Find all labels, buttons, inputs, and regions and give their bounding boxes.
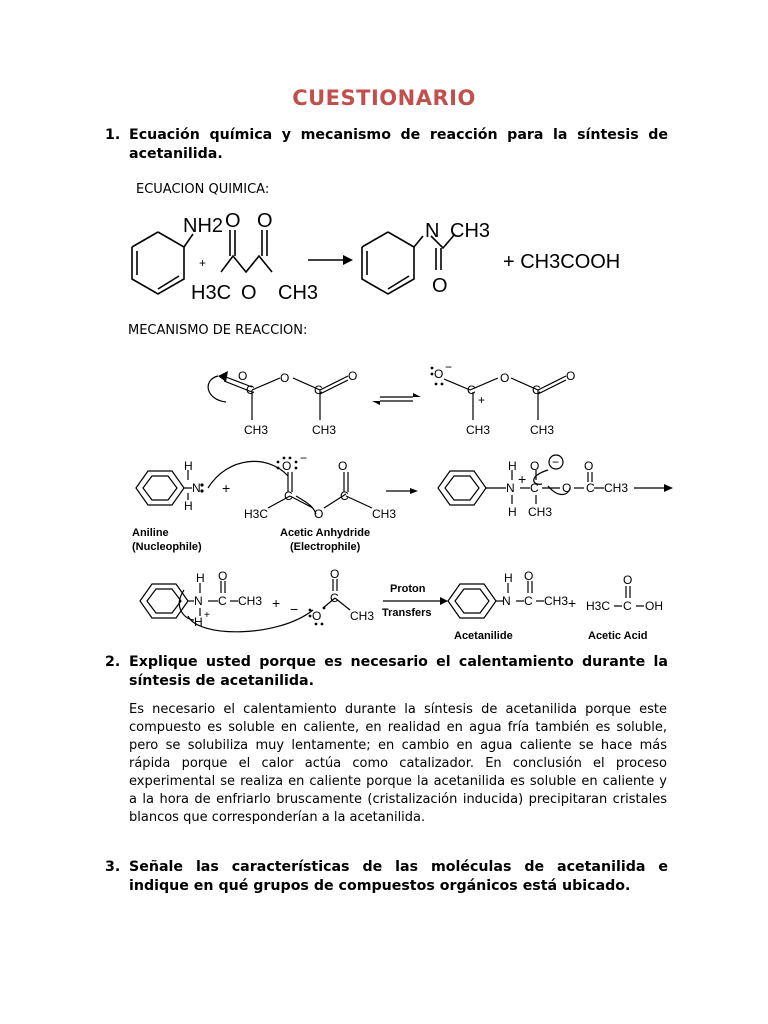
- carbon-label: C: [530, 481, 539, 495]
- oxygen-label: O: [566, 369, 576, 383]
- carbon-label: C: [340, 489, 349, 503]
- ch3-label: CH3: [372, 507, 397, 521]
- carbon-label: C: [246, 383, 255, 397]
- h3c-label: H3C: [244, 507, 269, 521]
- ch3-label: CH3: [604, 481, 629, 495]
- oxygen-label: O: [623, 573, 633, 587]
- ch3-label: CH3: [544, 594, 569, 608]
- ch3-label: CH3: [278, 282, 319, 304]
- oxygen-label: O: [434, 367, 444, 381]
- hydrogen-label: H: [184, 459, 193, 473]
- hydrogen-label: H: [504, 571, 513, 585]
- ch3-label: CH3: [238, 594, 263, 608]
- nitrogen-label: N: [192, 481, 201, 495]
- acetic-acid-label: Acetic Acid: [588, 630, 648, 642]
- carbon-label: C: [467, 383, 476, 397]
- question-2: [105, 653, 668, 691]
- aniline-label: Aniline: [132, 527, 169, 539]
- hydrogen-label: H: [194, 615, 203, 629]
- nitrogen-label: N: [194, 594, 203, 608]
- ch3-label: CH3: [312, 423, 337, 437]
- carbon-label: C: [532, 383, 541, 397]
- equation-label: ECUACION QUIMICA:: [136, 182, 270, 197]
- plus-sign: +: [222, 480, 231, 496]
- ch3-label: CH3: [244, 423, 269, 437]
- acetic-acid-product: + CH3COOH: [503, 251, 621, 273]
- hydrogen-label: H: [184, 499, 193, 513]
- oxygen-label: O: [225, 210, 241, 232]
- oxygen-label: O: [524, 569, 534, 583]
- mechanism-label: MECANISMO DE REACCION:: [128, 323, 308, 338]
- proton-label: Proton: [390, 583, 426, 595]
- ch3-label: CH3: [466, 423, 491, 437]
- nh2-label: NH2: [183, 215, 224, 237]
- transfers-label: Transfers: [382, 607, 432, 619]
- minus-charge: −: [290, 601, 299, 617]
- h3c-label: H3C: [191, 282, 232, 304]
- plus-charge: +: [478, 393, 486, 407]
- plus-charge: +: [518, 471, 527, 487]
- carbon-label: C: [586, 481, 595, 495]
- oxygen-label: O: [280, 371, 290, 385]
- nucleophile-label: (Nucleophile): [132, 541, 202, 553]
- carbon-label: C: [524, 594, 533, 608]
- question-number: 2.: [105, 654, 121, 670]
- minus-charge: −: [300, 451, 308, 465]
- plus-charge: +: [204, 610, 210, 621]
- minus-charge: −: [552, 455, 560, 469]
- acetanilide-label: Acetanilide: [454, 630, 513, 642]
- hydrogen-label: H: [508, 505, 517, 519]
- carbon-label: C: [218, 594, 227, 608]
- carbon-label: C: [314, 383, 323, 397]
- answer-paragraph: Es necesario el calentamiento durante la síntesis de acetanilida porque este compuesto es soluble en caliente, en realidad en agua fría también es soluble, pero se solubiliza muy lentamente; en cambio en agua caliente se hace más rápida porque el calor actúa como catalizador. En conclusión el proceso experimental se realiza en caliente porque la acetanilida es soluble en caliente y a la hora de enfriarlo bruscamente (cristalización inducida) precipitaran cristales blancos que corresponderían a la acetanilida.: [129, 702, 667, 825]
- oxygen-label: O: [218, 569, 228, 583]
- plus-sign: +: [199, 256, 207, 270]
- plus-sign: +: [272, 595, 281, 611]
- hydroxyl-label: OH: [645, 599, 663, 613]
- oxygen-label: O: [584, 459, 594, 473]
- oxygen-label: O: [432, 275, 448, 297]
- oxygen-label: O: [500, 371, 510, 385]
- question-text: Explique usted porque es necesario el calentamiento durante la síntesis de acetanilida.: [129, 654, 668, 689]
- carbon-label: C: [330, 591, 339, 605]
- oxygen-label: O: [314, 507, 324, 521]
- ch3-label: CH3: [530, 423, 555, 437]
- ch3-label: CH3: [350, 609, 375, 623]
- minus-charge: −: [445, 360, 453, 374]
- question-text: Señale las características de las moléculas de acetanilida e indique en qué grupos de compuestos orgánicos está ubicado.: [129, 859, 668, 894]
- question-number: 3.: [105, 859, 121, 875]
- reaction-mechanism-figure: [128, 358, 673, 648]
- hydrogen-label: H: [196, 571, 205, 585]
- oxygen-label: O: [330, 567, 340, 581]
- chemical-equation-figure: [125, 210, 621, 312]
- oxygen-label: O: [241, 282, 257, 304]
- hydrogen-label: H: [508, 459, 517, 473]
- oxygen-label: O: [257, 210, 273, 232]
- oxygen-label: O: [562, 481, 572, 495]
- oxygen-label: O: [282, 459, 292, 473]
- nitrogen-label: N: [506, 481, 515, 495]
- electrophile-label: (Electrophile): [290, 541, 361, 553]
- question-text: Ecuación química y mecanismo de reacción para la síntesis de acetanilida.: [129, 127, 668, 162]
- oxygen-label: O: [312, 609, 322, 623]
- h3c-label: H3C: [586, 599, 611, 613]
- anhydride-label: Acetic Anhydride: [280, 527, 371, 539]
- carbon-label: C: [623, 599, 632, 613]
- question-number: 1.: [105, 127, 121, 143]
- nitrogen-label: N: [425, 220, 440, 242]
- document-title: CUESTIONARIO: [292, 86, 476, 110]
- oxygen-label: O: [348, 369, 358, 383]
- oxygen-label: O: [530, 459, 540, 473]
- ch3-label: CH3: [450, 220, 491, 242]
- plus-sign: +: [568, 595, 577, 611]
- question-1: [105, 126, 668, 164]
- question-3: [105, 858, 668, 896]
- ch3-label: CH3: [528, 505, 553, 519]
- carbon-label: C: [284, 489, 293, 503]
- oxygen-label: O: [338, 459, 348, 473]
- nitrogen-label: N: [502, 594, 511, 608]
- oxygen-label: O: [238, 369, 248, 383]
